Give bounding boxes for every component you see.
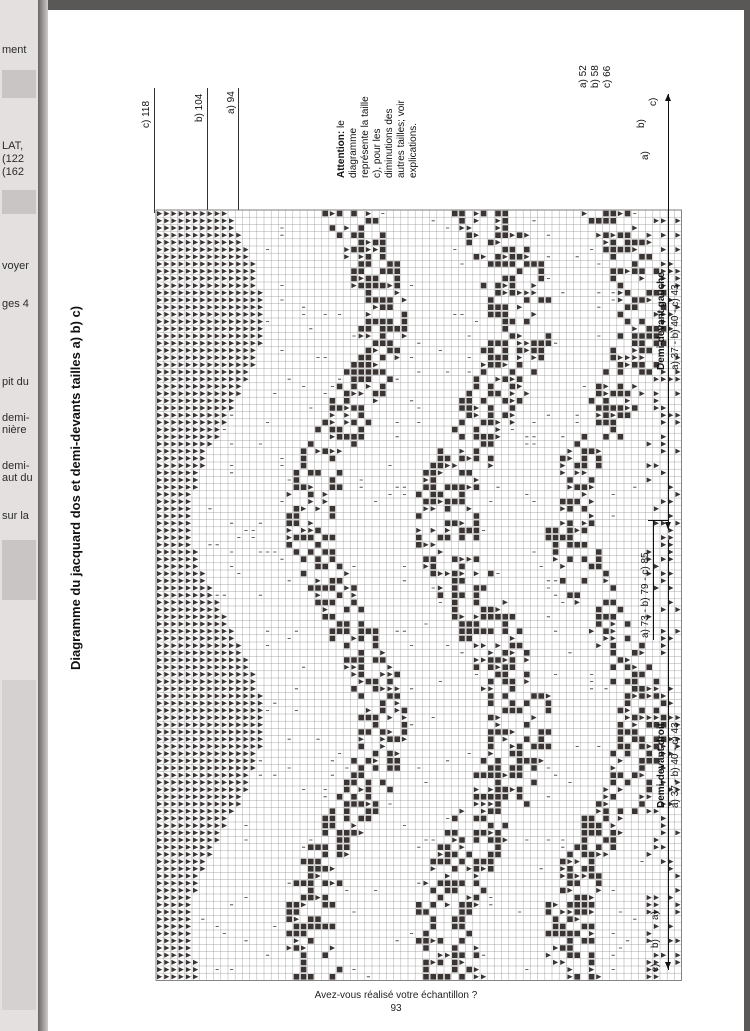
prev-text-fragment: (122 <box>2 153 25 165</box>
prev-gray-band <box>2 70 36 98</box>
side-mark-a: a) <box>640 151 651 160</box>
measure-line-left-front <box>668 94 669 530</box>
prev-text-fragment: (162 <box>2 166 25 178</box>
row-marker-c: c) 66 <box>602 65 613 88</box>
measure-line-right-front <box>668 540 669 970</box>
attention-text: le diagramme représente la taille c), pour les diminutions des autres tailles; voir explications. <box>336 96 419 178</box>
prev-gray-band <box>2 680 36 1010</box>
size-label-b: b) 104 <box>194 93 205 122</box>
measure-tick <box>648 520 668 521</box>
size-label-a: a) 94 <box>226 91 237 114</box>
prev-text-fragment: aut du <box>2 472 33 484</box>
arrow-down-icon <box>665 962 671 969</box>
right-front-sizes: a) 37 - b) 40 - c) 43 <box>670 722 681 808</box>
arrow-down-icon <box>665 522 671 529</box>
prev-text-fragment: pit du <box>2 376 29 388</box>
prev-gray-band <box>2 540 36 600</box>
arrow-up-icon <box>665 94 671 101</box>
left-front-title: Demi-devant gauche <box>656 272 667 370</box>
prev-text-fragment: sur la <box>2 510 29 522</box>
row-marker-b: b) 58 <box>590 65 601 88</box>
prev-text-fragment: demi- <box>2 412 30 424</box>
side-mark-c: c) <box>650 963 661 972</box>
chart-grid-frame <box>156 210 682 980</box>
footer-question: Avez-vous réalisé votre échantillon ? <box>314 990 478 1001</box>
book-gutter <box>38 0 48 1031</box>
right-front-title: Demi-devant droit <box>656 722 667 808</box>
document-page <box>48 10 744 1031</box>
size-label-c: c) 118 <box>141 100 152 128</box>
left-front-sizes: a) 37 - b) 40 - c) 43 <box>670 284 681 370</box>
side-mark-b: b) <box>636 119 647 128</box>
prev-text-fragment: nière <box>2 424 27 436</box>
measure-line-middle <box>653 520 654 640</box>
middle-sizes: a) 73 - b) 79 - c) 85 <box>640 552 651 638</box>
side-mark-a: a) <box>650 911 661 920</box>
page-number: 93 <box>390 1003 402 1014</box>
row-marker-a: a) 52 <box>578 65 589 88</box>
prev-text-fragment: voyer <box>2 260 29 272</box>
side-mark-c: c) <box>648 97 659 106</box>
prev-text-fragment: demi- <box>2 460 30 472</box>
prev-text-fragment: LAT, <box>2 140 24 152</box>
prev-text-fragment: ges 4 <box>2 298 29 310</box>
diagram-title: Diagramme du jacquard dos et demi-devants tailles a) b) c) <box>68 305 83 670</box>
jacquard-chart <box>48 10 744 1031</box>
side-mark-b: b) <box>650 939 661 948</box>
previous-page-edge <box>0 0 38 1031</box>
attention-label: Attention: <box>336 130 347 178</box>
prev-gray-band <box>2 190 36 214</box>
prev-text-fragment: ment <box>2 44 27 56</box>
